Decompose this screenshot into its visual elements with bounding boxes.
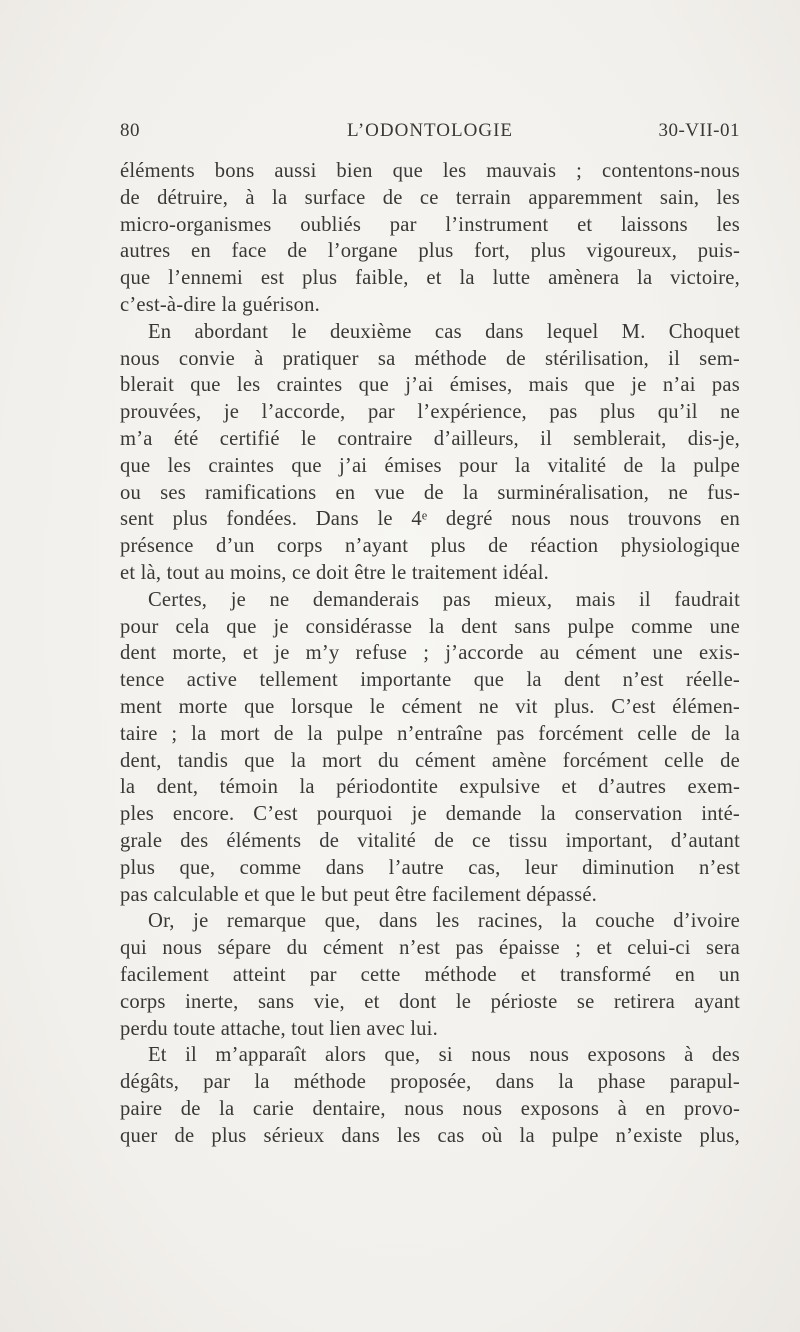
- text-line: facilement atteint par cette méthode et transformé en un: [120, 963, 740, 986]
- paragraph-start: En abordant le deuxième cas dans lequel M. Choquet: [148, 320, 740, 343]
- paragraph-start: Certes, je ne demanderais pas mieux, mais il faudrait: [148, 588, 740, 611]
- text-line: la dent, témoin la périodontite expulsive et d’autres exem-: [120, 776, 740, 799]
- text-line: que l’ennemi est plus faible, et la lutte amènera la victoire,: [120, 267, 740, 290]
- running-head: [120, 120, 740, 150]
- text-line: dégâts, par la méthode proposée, dans la phase parapul-: [120, 1071, 740, 1094]
- text-line: et là, tout au moins, ce doit être le traitement idéal.: [120, 561, 550, 584]
- paragraph-start: Et il m’apparaît alors que, si nous nous exposons à des: [148, 1044, 740, 1067]
- text-line: que les craintes que j’ai émises pour la vitalité de la pulpe: [120, 454, 740, 477]
- text-line: tence active tellement importante que la dent n’est réelle-: [120, 669, 740, 692]
- text-line: ment morte que lorsque le cément ne vit plus. C’est élémen-: [120, 695, 740, 718]
- text-line: présence d’un corps n’ayant plus de réaction physiologique: [120, 535, 740, 558]
- text-line: autres en face de l’organe plus fort, plus vigoureux, puis-: [120, 240, 740, 263]
- paragraph-start: Or, je remarque que, dans les racines, la couche d’ivoire: [148, 910, 740, 933]
- text-line: dent, tandis que la mort du cément amène forcément celle de: [120, 749, 740, 772]
- text-line: taire ; la mort de la pulpe n’entraîne pas forcément celle de la: [120, 722, 740, 745]
- text-line: dent morte, et je m’y refuse ; j’accorde au cément une exis-: [120, 642, 740, 665]
- text-line: de détruire, à la surface de ce terrain apparemment sain, les: [120, 186, 740, 209]
- journal-title: L’ODONTOLOGIE: [346, 120, 514, 141]
- text-line: plus que, comme dans l’autre cas, leur diminution n’est: [120, 856, 740, 879]
- issue-date: 30-VII-01: [658, 120, 740, 141]
- text-line: c’est-à-dire la guérison.: [120, 293, 320, 316]
- text-line: éléments bons aussi bien que les mauvais ; contentons-nous: [120, 160, 740, 182]
- text-line: paire de la carie dentaire, nous nous exposons à en provo-: [120, 1097, 740, 1120]
- text-line: sent plus fondées. Dans le 4ᵉ degré nous nous trouvons en: [120, 508, 740, 531]
- text-line: ou ses ramifications en vue de la surminéralisation, ne fus-: [120, 481, 740, 504]
- page-number: 80: [120, 120, 140, 141]
- text-line: ples encore. C’est pourquoi je demande la conservation inté-: [120, 803, 740, 826]
- text-line: m’a été certifié le contraire d’ailleurs, il semblerait, dis-je,: [120, 427, 740, 450]
- text-line: corps inerte, sans vie, et dont le périoste se retirera ayant: [120, 990, 740, 1013]
- text-line: micro-organismes oubliés par l’instrument et laissons les: [120, 213, 740, 236]
- text-line: nous convie à pratiquer sa méthode de stérilisation, il sem-: [120, 347, 740, 370]
- text-line: grale des éléments de vitalité de ce tissu important, d’autant: [120, 829, 740, 852]
- text-line: qui nous sépare du cément n’est pas épaisse ; et celui-ci sera: [120, 937, 740, 960]
- text-line: prouvées, je l’accorde, par l’expérience, pas plus qu’il ne: [120, 401, 740, 424]
- text-line: perdu toute attache, tout lien avec lui.: [120, 1017, 438, 1040]
- text-line: pour cela que je considérasse la dent sans pulpe comme une: [120, 615, 740, 638]
- text-line: quer de plus sérieux dans les cas où la pulpe n’existe plus,: [120, 1124, 740, 1147]
- body-text: [120, 158, 740, 1149]
- text-line: pas calculable et que le but peut être facilement dépassé.: [120, 883, 598, 906]
- text-line: blerait que les craintes que j’ai émises, mais que je n’ai pas: [120, 374, 740, 397]
